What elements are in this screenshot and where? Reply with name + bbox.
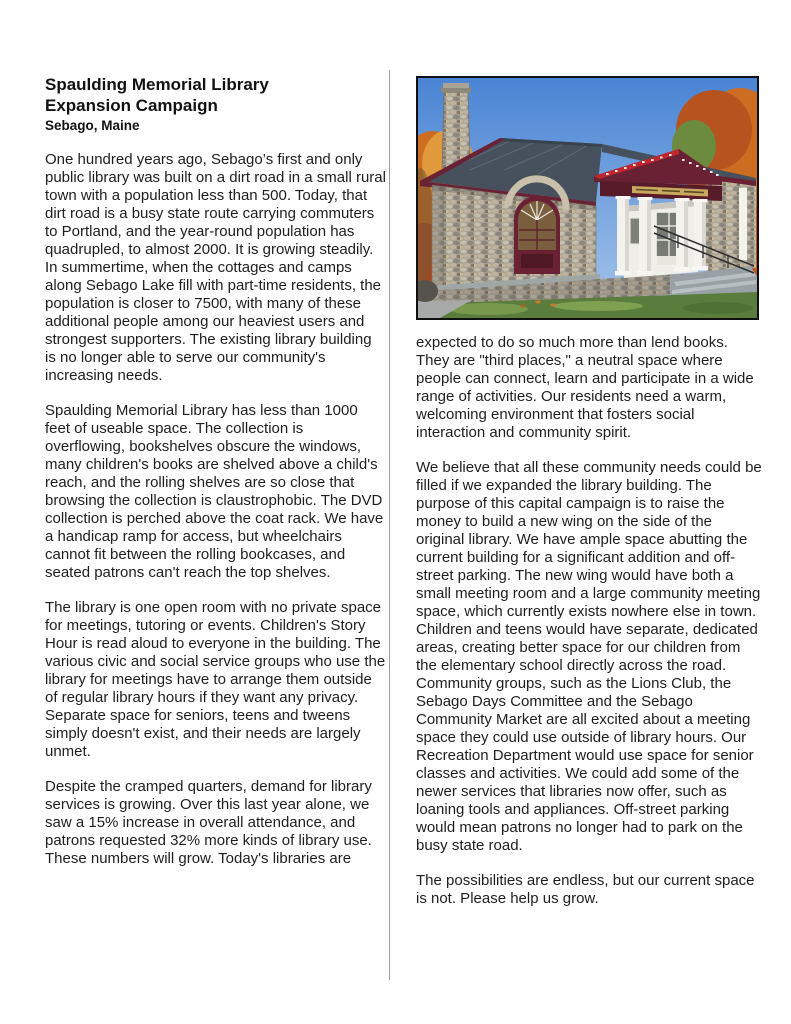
body-paragraph: We believe that all these community needs could be filled if we expanded the library building. The purpose of this capital campaign is to raise the money to build a new wing on the side of the original library. We have ample space abutting the current building for a significant addition and off-street parking. The new wing would have both a small meeting room and a large community meeting space, which currently exists nowhere else in town. Children and teens would have separate, dedicated areas, creating better space for our children from the elementary school directly across the road. Community groups, such as the Lions Club, the Sebago Days Committee and the Sebago Community Market are all excited about a meeting space they could use outside of library hours. Our Recreation Department would use space for senior classes and activities. We could add some of the newer services that libraries now offer, such as loaning tools and appliances. Off-street parking would mean patrons no longer had to park on the busy state road. [416,459,762,854]
right-column-text [416,334,762,908]
body-paragraph: One hundred years ago, Sebago’s first and only public library was built on a dirt road in a small rural town with a population less than 500. Today, that dirt road is a busy state route carrying commuters to Portland, and the year-round population has quadrupled, to almost 2000. It is growing steadily. In summertime, when the cottages and camps along Sebago Lake fill with part-time residents, the population is closer to 7500, with many of these additional people among our heaviest users and strongest supporters. The existing library building is no longer able to serve our community's increasing needs. [45,151,386,384]
library-photo [416,76,759,320]
column-divider [389,70,390,980]
body-paragraph: The library is one open room with no private space for meetings, tutoring or events. Children's Story Hour is read aloud to everyone in the building. The various civic and social service groups who use the library for meetings have to arrange them outside of regular library hours if they want any privacy. Separate space for seniors, teens and tweens simply doesn't exist, and their needs are largely unmet. [45,599,386,760]
left-column [45,74,386,868]
body-paragraph: expected to do so much more than lend books. They are "third places," a neutral space where people can connect, learn and participate in a wide range of activities. Our residents need a warm, welcoming environment that fosters social interaction and community spirit. [416,334,754,441]
title-line-2: Expansion Campaign [45,96,218,115]
body-paragraph: Despite the cramped quarters, demand for library services is growing. Over this last year alone, we saw a 15% increase in overall attendance, and patrons requested 32% more kinds of library use. These numbers will grow. Today's libraries are [45,778,372,867]
document-title [45,74,386,116]
body-paragraph: The possibilities are endless, but our current space is not. Please help us grow. [416,872,755,907]
library-photo-illustration [418,78,757,318]
right-column [416,76,762,908]
document-subtitle: Sebago, Maine [45,118,140,133]
photo-chimney [441,83,471,168]
body-paragraph: Spaulding Memorial Library has less than 1000 feet of useable space. The collection is overflowing, bookshelves obscure the windows, many children's books are shelved above a child's reach, and the rolling shelves are so close that browsing the collection is claustrophobic. The DVD collection is perched above the coat rack. We have a handicap ramp for access, but wheelchairs cannot fit between the rolling bookcases, and seated patrons can't reach the top shelves. [45,402,384,581]
title-line-1: Spaulding Memorial Library [45,75,269,94]
